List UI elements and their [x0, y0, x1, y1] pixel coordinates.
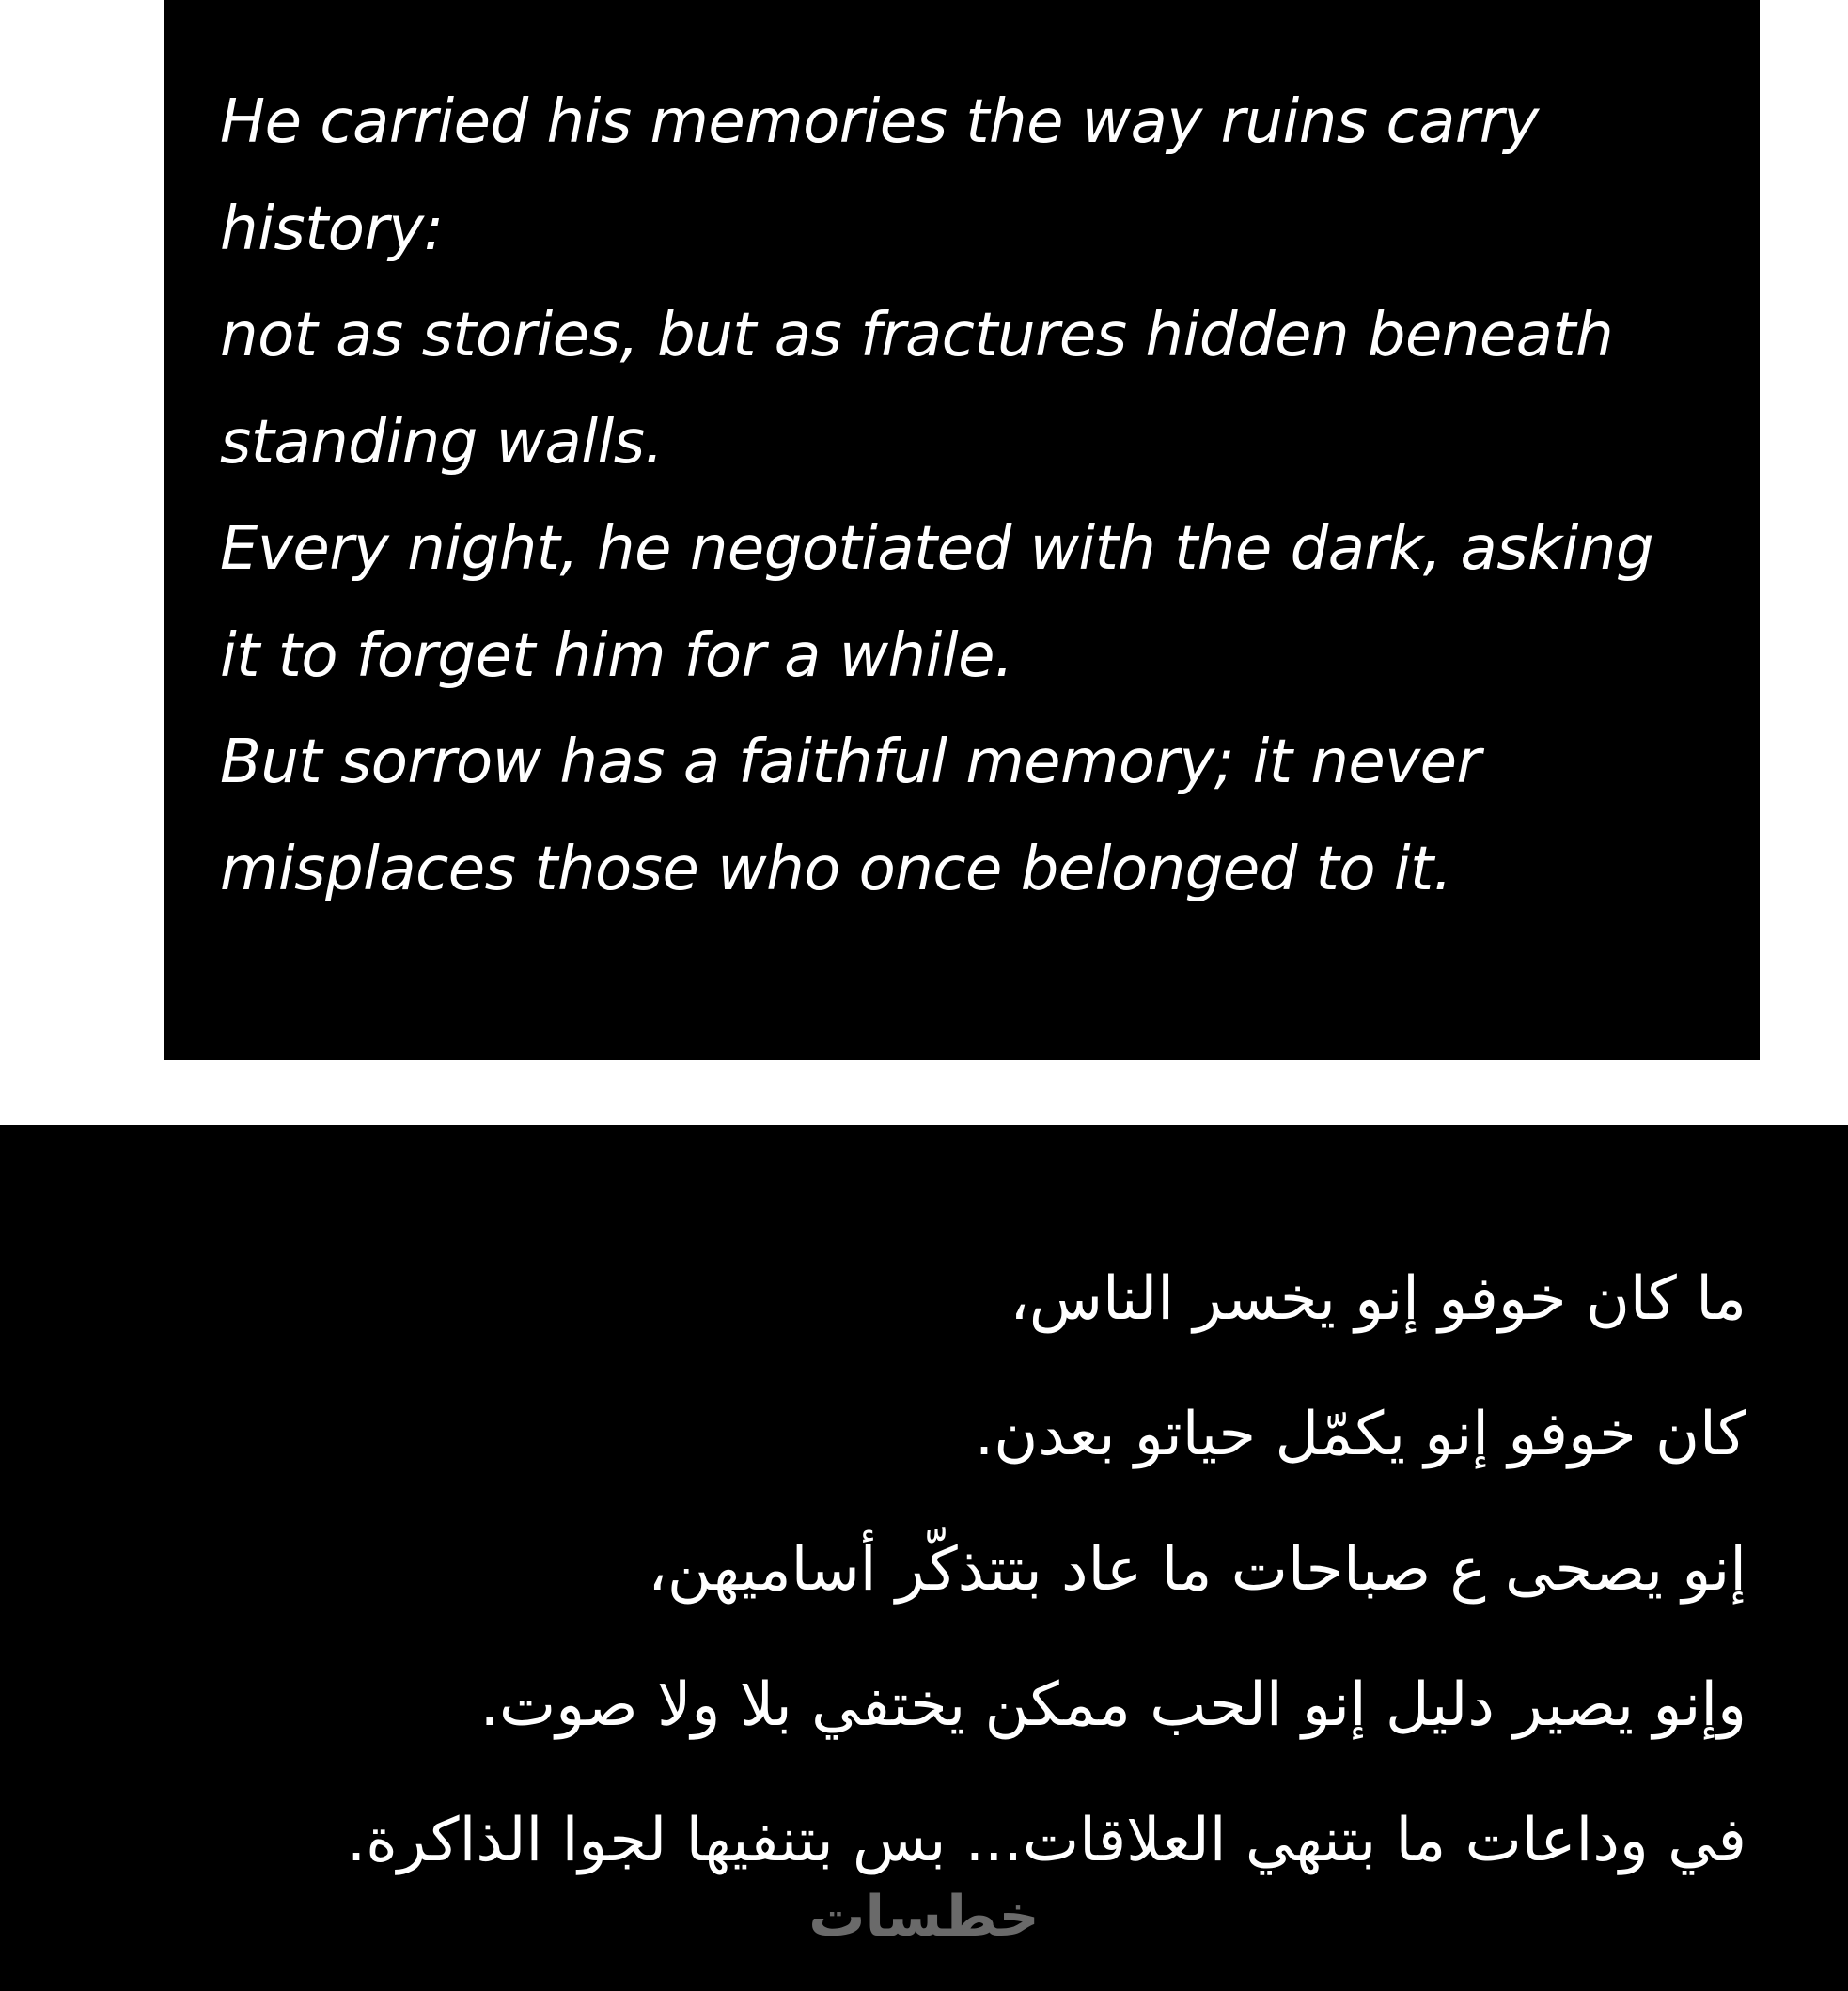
english-quote-card — [164, 0, 1760, 1060]
english-line: it to forget him for a while. — [220, 620, 1013, 691]
arabic-line: وإنو يصير دليل إنو الحب ممكن يختفي بلا ولا صوت. — [479, 1670, 1746, 1740]
arabic-line: ما كان خوفو إنو يخسر الناس، — [1010, 1264, 1746, 1334]
arabic-line: في وداعات ما بتنهي العلاقات... بس بتنفيها لجوا الذاكرة. — [346, 1806, 1746, 1875]
english-line: history: — [220, 194, 444, 264]
english-line: He carried his memories the way ruins carry — [220, 87, 1539, 157]
english-line: But sorrow has a faithful memory; it never — [220, 728, 1481, 797]
english-line: standing walls. — [220, 407, 664, 478]
english-line: not as stories, but as fractures hidden beneath — [220, 301, 1614, 370]
english-quote-text — [220, 70, 1743, 923]
english-line: misplaces those who once belonged to it. — [220, 834, 1452, 904]
watermark-logo: خطسات — [808, 1884, 1040, 1950]
english-line: Every night, he negotiated with the dark, asking — [220, 514, 1654, 584]
arabic-quote-text — [8, 1231, 1746, 1908]
arabic-quote-card — [0, 1125, 1848, 1991]
arabic-line: كان خوفو إنو يكمّل حياتو بعدن. — [974, 1400, 1746, 1469]
arabic-line: إنو يصحى ع صباحات ما عاد بتتذكّر أساميهن، — [648, 1535, 1746, 1605]
